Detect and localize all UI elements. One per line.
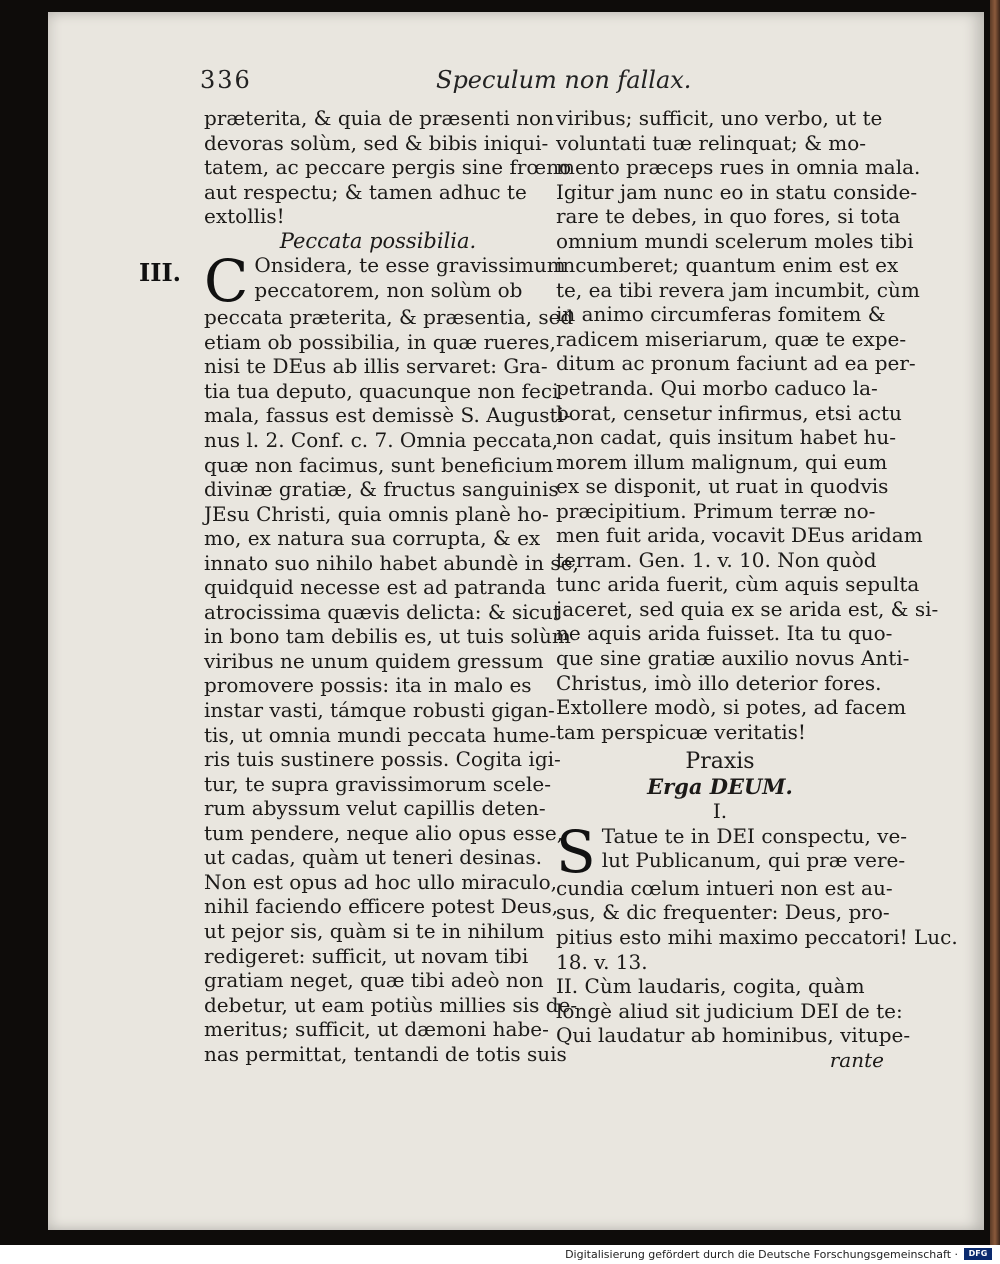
continued-paragraph (556, 106, 939, 744)
text-line: sus, & dic frequenter: Deus, pro- (556, 900, 890, 925)
text-line: instar vasti, támque robusti gigan- (204, 698, 555, 723)
text-line: tum pendere, neque alio opus esse, (204, 820, 564, 845)
text-line: promovere possis: ita in malo es (204, 673, 532, 698)
text-line: ditum ac pronum faciunt ad ea per- (556, 351, 916, 376)
digitization-footer (0, 1245, 1000, 1264)
item-number: I. (712, 799, 728, 824)
text-line: tur, te supra gravissimorum scele- (204, 771, 551, 796)
text-line: jaceret, sed quia ex se arida est, & si- (556, 596, 939, 621)
text-line: nihil faciendo efficere potest Deus, (204, 894, 559, 919)
text-line: ris tuis sustinere possis. Cogita igi- (204, 747, 561, 772)
text-line: Onsidera, te esse gravissimum (254, 253, 566, 278)
item1-text (556, 875, 958, 974)
text-line: tunc arida fuerit, cùm aquis sepulta (556, 572, 920, 597)
text-line: 18. v. 13. (556, 949, 648, 974)
text-line: incumberet; quantum enim est ex (556, 253, 899, 278)
page-number: 336 (200, 66, 252, 94)
text-line: extollis! (204, 204, 285, 229)
text-line: Igitur jam nunc eo in statu conside- (556, 179, 918, 204)
text-line: debetur, ut eam potiùs millies sis de- (204, 992, 578, 1017)
text-line: que sine gratiæ auxilio novus Anti- (556, 646, 910, 671)
text-line: Tatue te in DEI conspectu, ve- (601, 823, 908, 848)
text-line: nas permittat, tentandi de totis suis (204, 1041, 567, 1066)
item2-text (556, 974, 911, 1048)
text-line: Christus, imò illo deterior fores. (556, 670, 882, 695)
text-line: pitius esto mihi maximo peccatori! Luc. (556, 924, 958, 949)
text-line: tam perspicuæ veritatis! (556, 719, 806, 744)
praxis-title: Praxis (685, 749, 755, 775)
running-title: Speculum non fallax. (436, 66, 692, 94)
text-line: quæ non facimus, sunt beneficium (204, 452, 554, 477)
text-line: JEsu Christi, quia omnis planè ho- (204, 501, 549, 526)
text-line: meritus; sufficit, ut dæmoni habe- (204, 1017, 549, 1042)
text-line: terram. Gen. 1. v. 10. Non quòd (556, 547, 877, 572)
text-line: tia tua deputo, quacunque non feci (204, 378, 559, 403)
text-line: II. Cùm laudaris, cogita, quàm (556, 974, 865, 999)
text-line: quidquid necesse est ad patranda (204, 575, 547, 600)
text-line: præcipitium. Primum terræ no- (556, 498, 876, 523)
text-line: tis, ut omnia mundi peccata hume- (204, 722, 557, 747)
text-line: præterita, & quia de præsenti non (204, 106, 554, 130)
text-line: peccatorem, non solùm ob (254, 277, 523, 302)
text-line: non cadat, quis insitum habet hu- (556, 425, 896, 450)
text-line: morem illum malignum, qui eum (556, 449, 888, 474)
text-line: omnium mundi scelerum moles tibi (556, 228, 914, 253)
text-line: borat, censetur infirmus, etsi actu (556, 400, 902, 425)
text-line: viribus ne unum quidem gressum (204, 648, 544, 673)
text-line: peccata præterita, & præsentia, sed (204, 305, 574, 330)
footer-credit: Digitalisierung gefördert durch die Deutsche Forschungsgemeinschaft · (565, 1248, 958, 1261)
text-line: divinæ gratiæ, & fructus sanguinis (204, 477, 559, 502)
right-column (556, 106, 958, 1072)
text-line: radicem miseriarum, quæ te expe- (556, 326, 907, 351)
dropcap-lines (556, 823, 908, 873)
text-line: Extollere modò, si potes, ad facem (556, 695, 907, 720)
text-line: in bono tam debilis es, ut tuis solùm (204, 624, 571, 649)
text-line: nus l. 2. Conf. c. 7. Omnia peccata, (204, 428, 559, 453)
text-line: ut cadas, quàm ut teneri desinas. (204, 845, 542, 870)
text-line: ex se disponit, ut ruat in quodvis (556, 474, 889, 499)
text-line: innato suo nihilo habet abundè in se, (204, 550, 579, 575)
text-line: gratiam neget, quæ tibi adeò non (204, 968, 544, 993)
item1-dropcap-block (556, 817, 908, 886)
dropcap-letter: C (204, 247, 249, 316)
text-line: cundia cœlum intueri non est au- (556, 875, 893, 900)
text-line: mala, fassus est demissè S. Augusti- (204, 403, 571, 428)
text-line: men fuit arida, vocavit DEus aridam (556, 523, 923, 548)
text-line: in animo circumferas fomitem & (556, 302, 886, 327)
text-line: Qui laudatur ab hominibus, vitupe- (556, 1023, 911, 1048)
body-paragraph (204, 305, 579, 1066)
text-line: longè aliud sit judicium DEI de te: (556, 998, 903, 1023)
text-line: nisi te DEus ab illis servaret: Gra- (204, 354, 548, 379)
book-edge (990, 0, 1000, 1245)
intro-paragraph (204, 106, 572, 229)
dfg-logo: DFG (964, 1248, 992, 1260)
text-line: lut Publicanum, qui præ vere- (601, 848, 906, 873)
text-line: redigeret: sufficit, ut novam tibi (204, 943, 529, 968)
text-line: ne aquis arida fuisset. Ita tu quo- (556, 621, 893, 646)
text-line: voluntati tuæ relinquat; & mo- (556, 130, 867, 155)
praxis-subtitle: Erga DEUM. (647, 773, 793, 799)
text-line: viribus; sufficit, uno verbo, ut te (556, 106, 883, 130)
text-line: etiam ob possibilia, in quæ rueres, (204, 329, 556, 354)
text-line: ut pejor sis, quàm si te in nihilum (204, 918, 545, 943)
dropcap-letter: S (556, 817, 596, 886)
page-header (200, 66, 880, 100)
catchword: rante (829, 1047, 884, 1072)
subheading: Peccata possibilia. (279, 228, 477, 253)
text-line: tatem, ac peccare pergis sine frœno (204, 155, 572, 180)
section-numeral: III. (139, 258, 182, 287)
left-column (204, 106, 579, 1066)
text-line: te, ea tibi revera jam incumbit, cùm (556, 277, 920, 302)
text-line: Non est opus ad hoc ullo miraculo, (204, 869, 557, 894)
text-line: devoras solùm, sed & bibis iniqui- (204, 130, 549, 155)
dropcap-lines (204, 253, 566, 302)
text-line: mo, ex natura sua corrupta, & ex (204, 526, 541, 551)
text-line: rare te debes, in quo fores, si tota (556, 204, 901, 229)
text-line: atrocissima quævis delicta: & sicut (204, 599, 561, 624)
dropcap-block (204, 247, 566, 316)
text-line: aut respectu; & tamen adhuc te (204, 179, 527, 204)
text-line: rum abyssum velut capillis deten- (204, 796, 546, 821)
text-line: petranda. Qui morbo caduco la- (556, 376, 878, 401)
text-line: mento præceps rues in omnia mala. (556, 155, 921, 180)
